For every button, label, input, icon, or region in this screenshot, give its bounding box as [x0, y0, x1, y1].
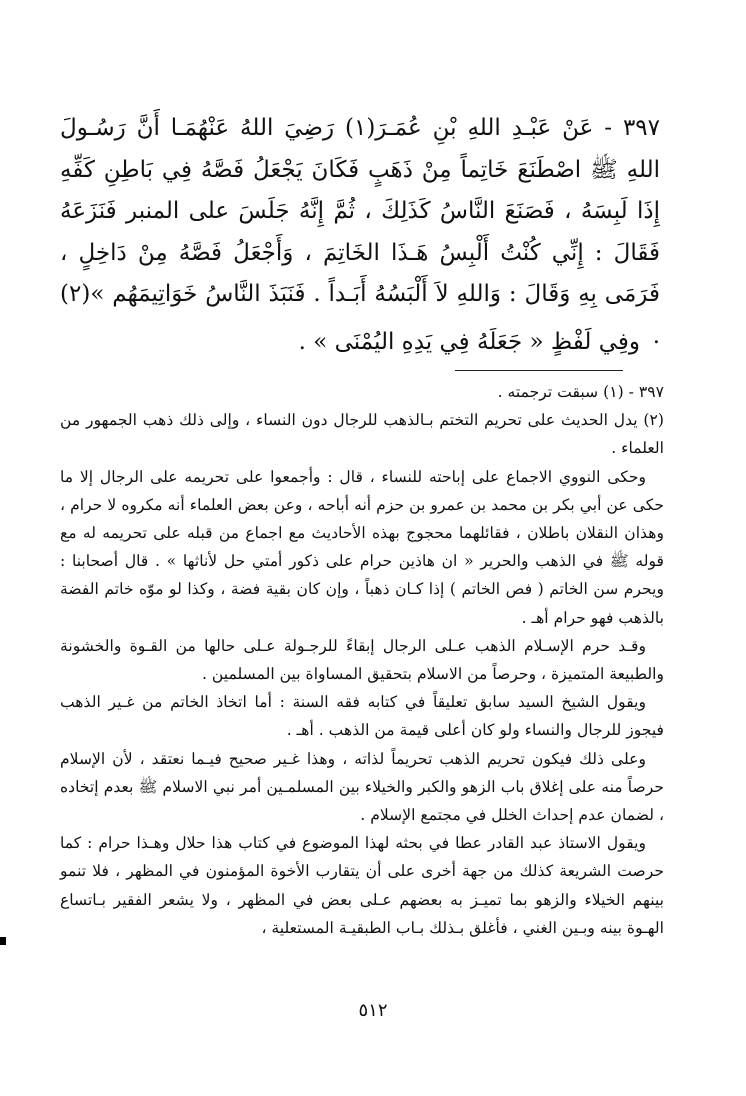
variant-narration: [60, 322, 640, 362]
scan-edge-mark: [0, 937, 6, 945]
footnote-paragraph-nawawi: وحكى النووي الاجماع على إباحته للنساء ، قال : وأجمعوا على تحريمه على الرجال إلا ما حكى عن أبي بكر بن محمد بن عمرو بن حزم أنه أباحه ، وعن بعض العلماء أنه مكروه لا حرام ، وهذان النقلان باطلان ، فقائلهما محجوج بهذه الأحاديث مع اجماع من قبله على تحريمه له مع قوله ﷺ في الذهب والحرير « ان هاذين حرام على ذكور أمتي حل لأناثها » . قال أصحابنا : ويحرم سن الخاتم ( فص الخاتم ) إذا كـان ذهباً ، وإن كان بقية فضة ، وكذا لو موّه خاتم الفضة بالذهب فهو حرام أهـ .: [60, 467, 664, 627]
footnote-1: ٣٩٧ - (١) سبقت ترجمته .: [497, 383, 664, 401]
footnote-2: (٢) يدل الحديث على تحريم التختم بـالذهب للرجال دون النساء ، وإلى ذلك ذهب الجمهور من العلماء .: [60, 411, 664, 458]
footnote-divider: [455, 370, 623, 371]
hadith-397-text: ٣٩٧ - عَنْ عَبْـدِ اللهِ بْنِ عُمَـرَ(١) رَضِيَ اللهُ عَنْهُمَـا أَنَّ رَسُـولَ اللهِ ﷺ اصْطَنَعَ خَاتِماً مِنْ ذَهَبٍ فَكَانَ يَجْعَلُ فَصَّهُ فِي بَاطِنِ كَفِّهِ إِذَا لَبِسَهُ ، فَصَنَعَ النَّاسُ كَذَلِكَ ، ثُمَّ إِنَّهُ جَلَسَ على المنبر فَنَزَعَهُ فَقَالَ : إِنِّي كُنْتُ أَلْبِسُ هَـذَا الخَاتِمَ ، وَأَجْعَلُ فَصَّهُ مِنْ دَاخِلٍ ، فَرَمَى بِهِ وَقَالَ : وَاللهِ لاَ أَلْبَسُهُ أَبَـداً . فَنَبَذَ النَّاسُ خَوَاتِيمَهُم »(٢) .: [60, 115, 660, 349]
page-number: ٥١٢: [358, 1000, 388, 1021]
footnotes-block: [60, 378, 664, 942]
footnote-paragraph-commentary: وعلى ذلك فيكون تحريم الذهب تحريماً لذاته ، وهذا غـير صحيح فيـما نعتقد ، لأن الإسلام حرصاً منه على إغلاق باب الزهو والكبر والخيلاء بين المسلمـين أمر نبي الاسلام ﷺ بعدم إتخاده ، لضمان عدم إحداث الخلل في مجتمع الإسلام .: [60, 749, 664, 825]
footnote-paragraph-prohibition: وقـد حرم الإسـلام الذهب عـلى الرجال إبقاءً للرجـولة عـلى حالها من القـوة والخشونة والطبيعة المتميزة ، وحرصاً من الاسلام بتحقيق المساواة بين المسلمين .: [60, 636, 664, 684]
hadith-text-block: [60, 108, 660, 357]
footnote-paragraph-sayyid-sabiq: ويقول الشيخ السيد سابق تعليقاً في كتابه فقه السنة : أما اتخاذ الخاتم من غـير الذهب فيجوز للرجال والنساء ولو كان أعلى قيمة من الذهب . أهـ .: [60, 693, 664, 740]
variant-narration-text: وفِي لَفْظٍ « جَعَلَهُ فِي يَدِهِ اليُمْنَى » .: [298, 329, 640, 355]
footnote-paragraph-abdulqadir-ata: ويقول الاستاذ عبد القادر عطا في بحثه لهذا الموضوع في كتاب هذا حلال وهـذا حرام : كما حرصت الشريعة كذلك من جهة أخرى على أن يتقارب الأخوة المؤمنون في المظهر ، فلا تنمو بينهم الخيلاء والزهو بما تميـز به بعضهم عـلى بعض في المظهر ، ولا يشعر الفقير بـاتساع الهـوة بينه وبـين الغني ، فأغلق بـذلك بـاب الطبقيـة المستعلية ،: [60, 834, 664, 937]
